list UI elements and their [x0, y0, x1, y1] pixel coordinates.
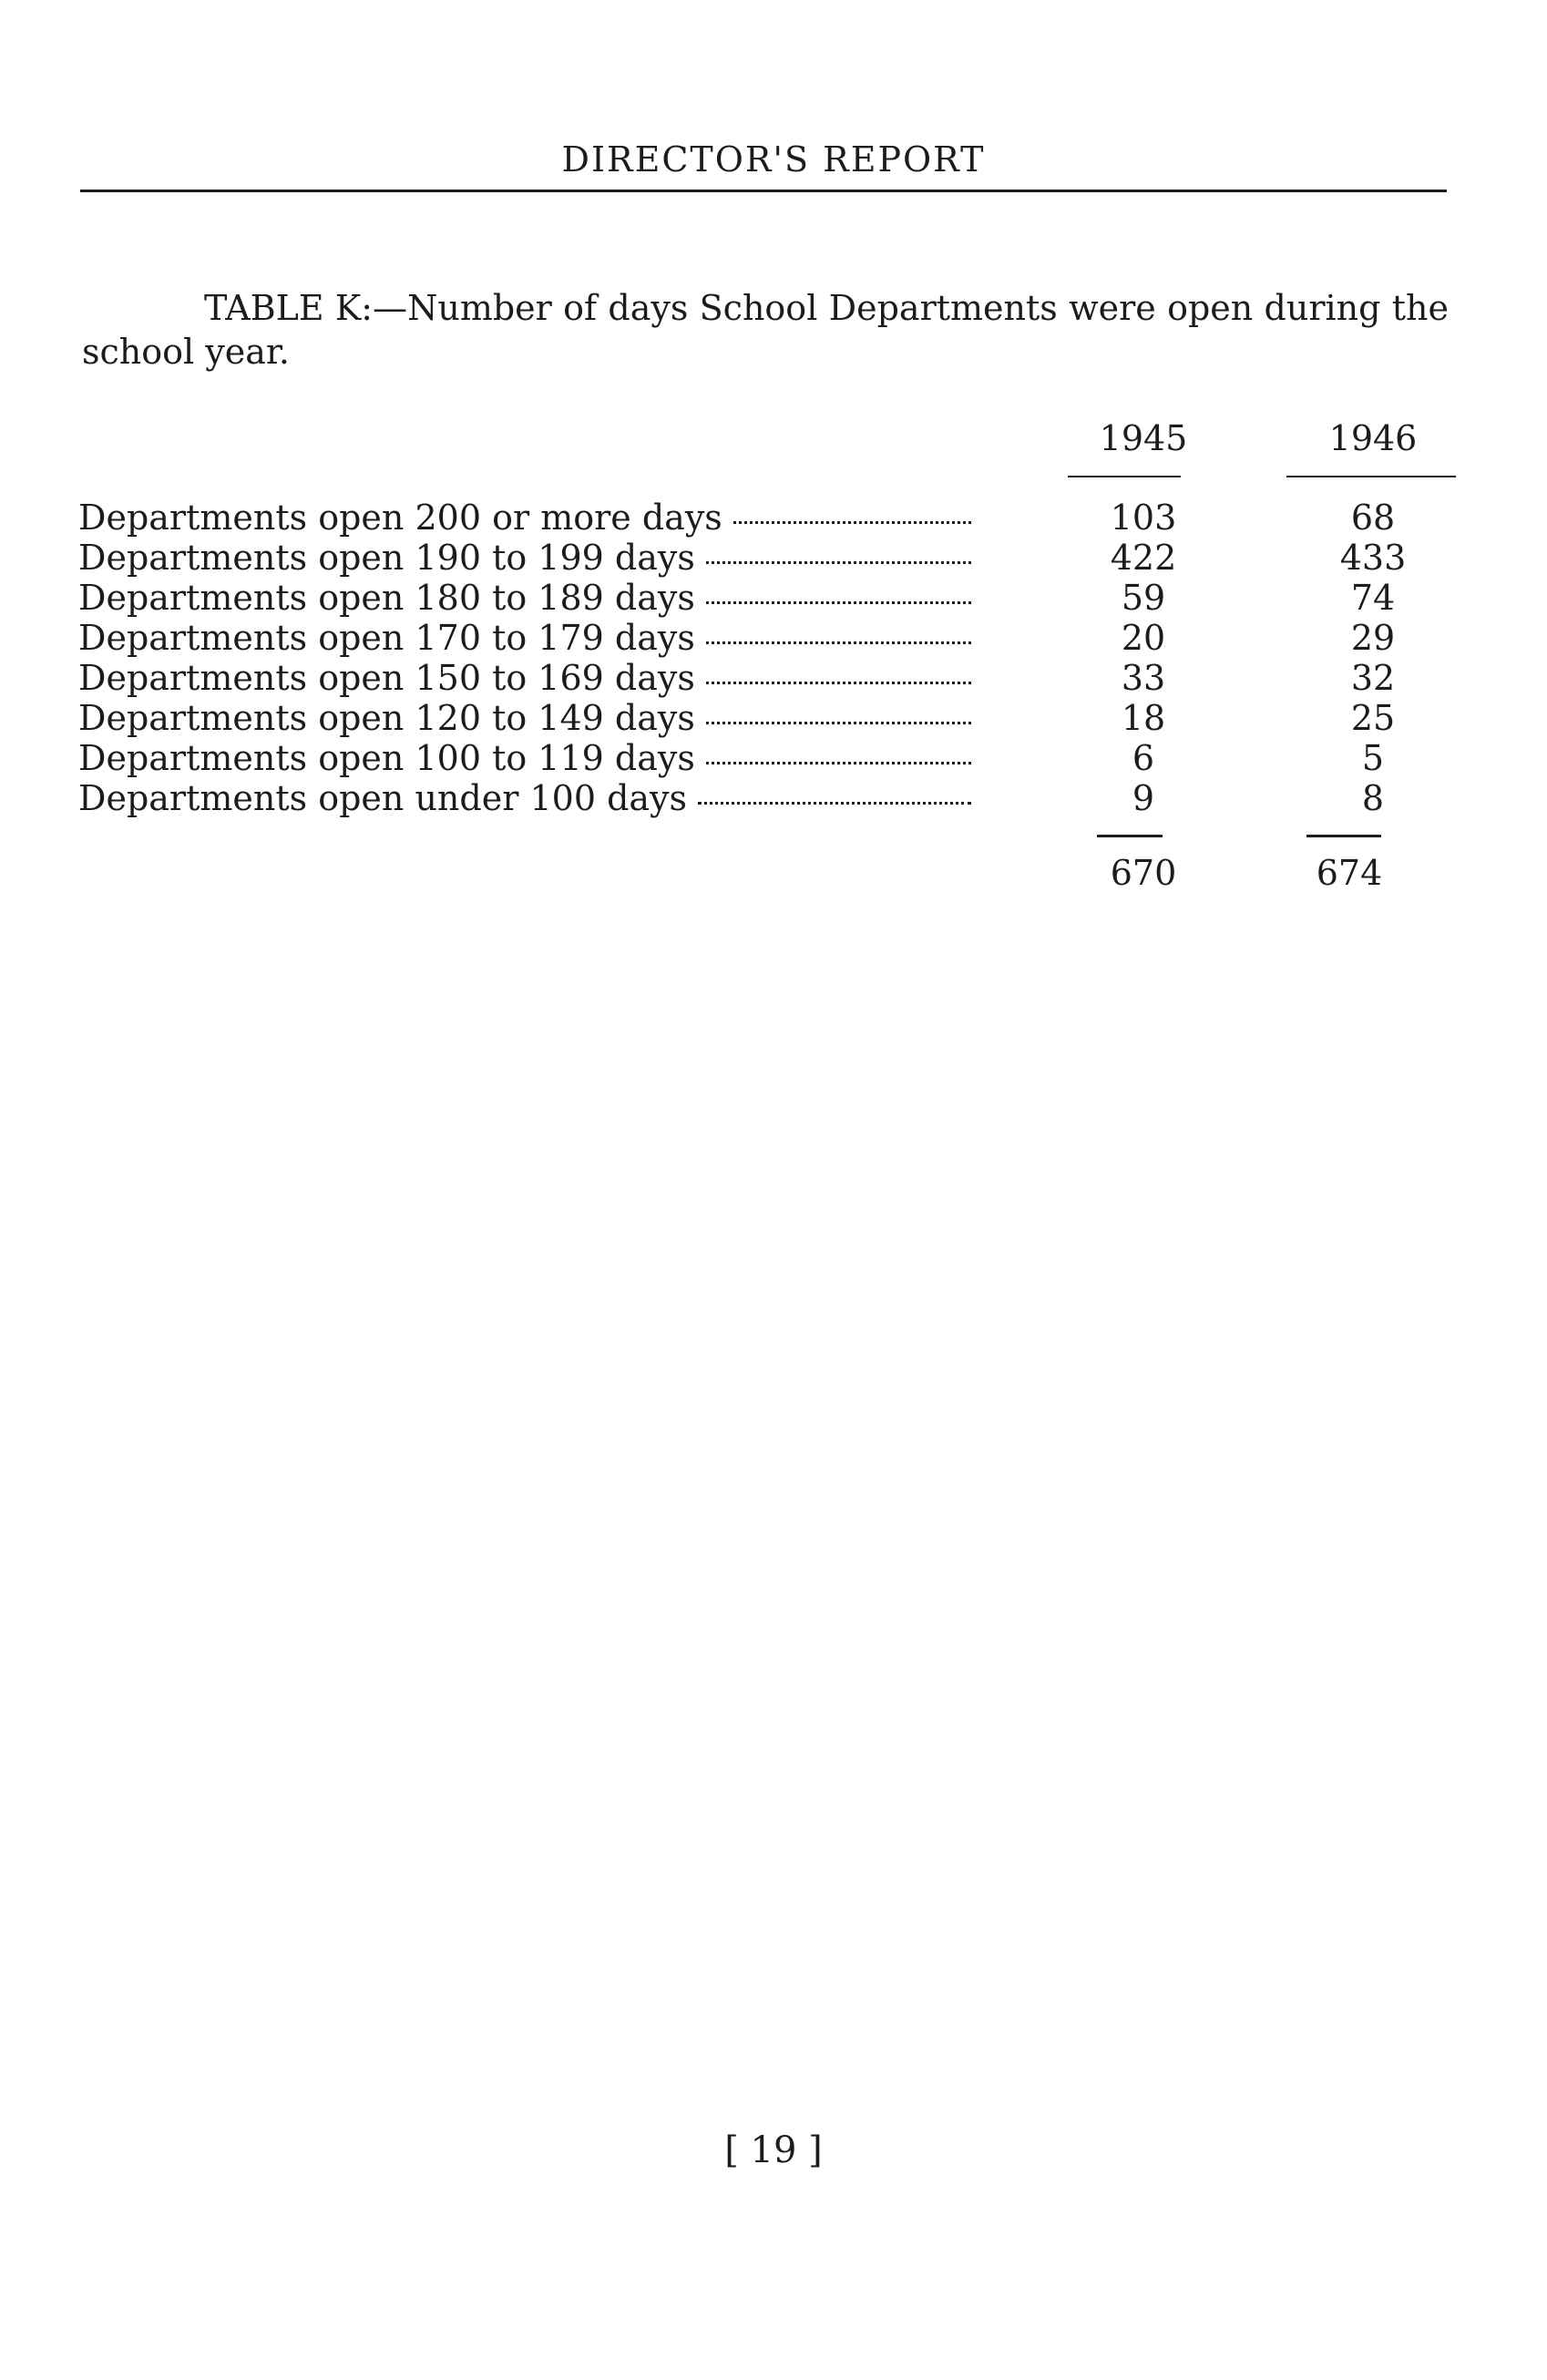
row-label — [78, 738, 971, 778]
dot-leader — [706, 601, 971, 604]
running-title: DIRECTOR'S REPORT — [561, 139, 986, 180]
table-cell-1945: 18 — [1121, 698, 1166, 738]
table-cell-1945: 20 — [1121, 618, 1166, 658]
row-label — [78, 658, 971, 698]
row-label-text: Departments open 190 to 199 days — [78, 538, 695, 578]
row-label-text: Departments open 200 or more days — [78, 498, 722, 538]
dot-leader — [733, 521, 971, 524]
table-cell-1946: 433 — [1339, 538, 1407, 578]
row-label-text: Departments open 170 to 179 days — [78, 618, 695, 658]
table-cell-1946: 5 — [1361, 738, 1385, 778]
table-cell-1945: 6 — [1132, 738, 1155, 778]
dot-leader — [706, 722, 971, 724]
row-label — [78, 498, 971, 538]
table-cell-1946: 25 — [1350, 698, 1396, 738]
row-label — [78, 578, 971, 618]
header-rule — [80, 190, 1447, 192]
table-caption: TABLE K:—Number of days School Departments were open during the school year. — [82, 288, 1449, 372]
table-cell-1945: 59 — [1121, 578, 1166, 618]
row-label — [78, 698, 971, 738]
table-cell-1945: 9 — [1132, 778, 1155, 818]
row-label-text: Departments open under 100 days — [78, 778, 688, 818]
dot-leader — [698, 802, 971, 805]
total-rule-1945 — [1097, 835, 1163, 837]
row-label-text: Departments open 100 to 119 days — [78, 738, 695, 778]
table-cell-1946: 74 — [1350, 578, 1396, 618]
table-cell-1946: 68 — [1350, 498, 1396, 538]
total-rule-1946 — [1306, 835, 1381, 837]
dot-leader — [706, 561, 971, 564]
column-rule-1945 — [1068, 476, 1181, 477]
row-label-text: Departments open 120 to 149 days — [78, 698, 695, 738]
table-cell-1945: 33 — [1121, 658, 1166, 698]
row-label — [78, 778, 971, 818]
column-header-1945: 1945 — [1099, 418, 1188, 458]
row-label — [78, 618, 971, 658]
dot-leader — [706, 682, 971, 684]
dot-leader — [706, 762, 971, 764]
total-cell-1946: 674 — [1316, 853, 1383, 893]
table-cell-1946: 8 — [1361, 778, 1385, 818]
table-cell-1946: 29 — [1350, 618, 1396, 658]
table-cell-1945: 103 — [1110, 498, 1177, 538]
column-header-1946: 1946 — [1328, 418, 1418, 458]
table-cell-1946: 32 — [1350, 658, 1396, 698]
row-label-text: Departments open 150 to 169 days — [78, 658, 695, 698]
total-cell-1945: 670 — [1110, 853, 1177, 893]
column-rule-1946 — [1286, 476, 1456, 477]
page-number: [ 19 ] — [724, 2129, 823, 2171]
dot-leader — [706, 641, 971, 644]
row-label-text: Departments open 180 to 189 days — [78, 578, 695, 618]
row-label — [78, 538, 971, 578]
table-cell-1945: 422 — [1110, 538, 1177, 578]
